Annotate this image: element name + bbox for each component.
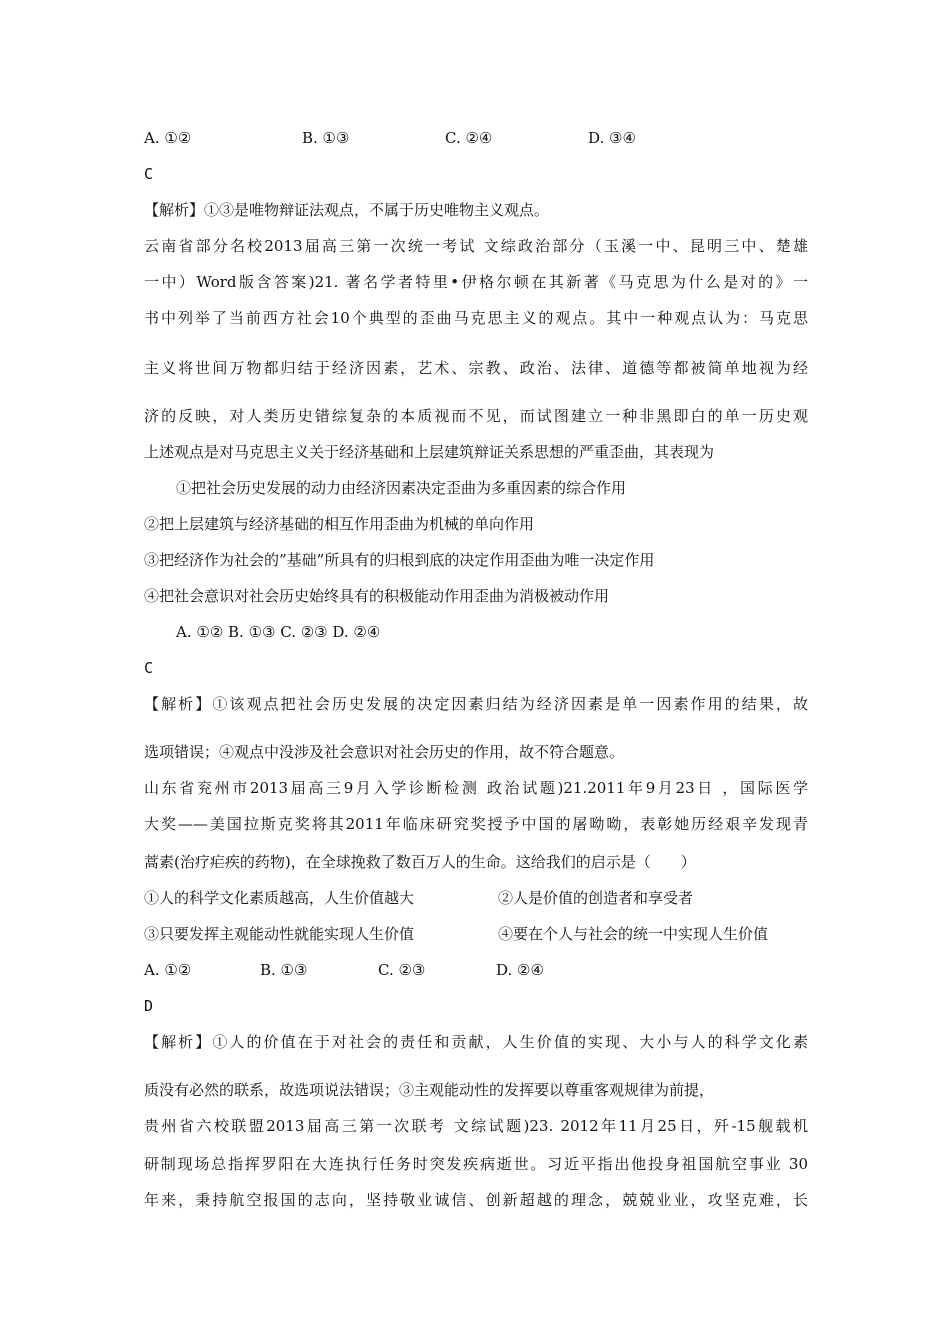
q3-option-c: C. ②③ xyxy=(378,961,426,979)
q1-option-b: B. ①③ xyxy=(302,129,350,147)
q1-options xyxy=(144,128,636,148)
q2-stem-line: 主义将世间万物都归结于经济因素，艺术、宗教、政治、法律、道德等都被简单地视为经 xyxy=(144,359,808,377)
q1-analysis: 【解析】①③是唯物辩证法观点，不属于历史唯物主义观点。 xyxy=(144,201,550,219)
q3-item: ③只要发挥主观能动性就能实现人生价值 xyxy=(144,925,415,943)
q2-analysis-line: 选项错误；④观点中没涉及社会意识对社会历史的作用，故不符合题意。 xyxy=(144,743,625,761)
q4-stem-line: 贵州省六校联盟2013届高三第一次联考 文综试题)23. 2012年11月25日，歼-15舰载机 xyxy=(144,1117,808,1135)
q2-item: ②把上层建筑与经济基础的相互作用歪曲为机械的单向作用 xyxy=(144,515,535,533)
q3-stem-line: 蒿素(治疗疟疾的药物)，在全球挽救了数百万人的生命。这给我们的启示是（ ） xyxy=(144,853,696,871)
q2-stem-line: 上述观点是对马克思主义关于经济基础和上层建筑辩证关系思想的严重歪曲，其表现为 xyxy=(144,443,715,461)
q4-stem-line: 研制现场总指挥罗阳在大连执行任务时突发疾病逝世。习近平指出他投身祖国航空事业 30 xyxy=(144,1155,808,1173)
q3-item: ②人是价值的创造者和享受者 xyxy=(498,889,694,907)
q3-option-b: B. ①③ xyxy=(260,961,308,979)
q2-stem-line: 一中）Word版含答案)21. 著名学者特里•伊格尔顿在其新著《马克思为什么是对的》一 xyxy=(144,273,808,291)
q2-item: ①把社会历史发展的动力由经济因素决定歪曲为多重因素的综合作用 xyxy=(176,479,627,497)
q3-answer: D xyxy=(144,997,154,1015)
q2-analysis-line: 【解析】①该观点把社会历史发展的决定因素归结为经济因素是单一因素作用的结果，故 xyxy=(144,695,808,713)
q2-stem-line: 济的反映，对人类历史错综复杂的本质视而不见，而试图建立一种非黑即白的单一历史观 xyxy=(144,407,808,425)
q2-item: ③把经济作为社会的”基础”所具有的归根到底的决定作用歪曲为唯一决定作用 xyxy=(144,551,655,569)
q3-items-row xyxy=(144,924,768,944)
q3-analysis-line: 【解析】①人的价值在于对社会的责任和贡献，人生价值的实现、大小与人的科学文化素 xyxy=(144,1033,808,1051)
q2-stem-line: 云南省部分名校2013届高三第一次统一考试 文综政治部分（玉溪一中、昆明三中、楚雄 xyxy=(144,237,808,255)
q3-options xyxy=(144,960,544,980)
q3-item: ④要在个人与社会的统一中实现人生价值 xyxy=(498,925,769,943)
q1-option-d: D. ③④ xyxy=(588,129,636,147)
q4-stem-line: 年来，秉持航空报国的志向，坚持敬业诚信、创新超越的理念，兢兢业业，攻坚克难，长 xyxy=(144,1191,808,1209)
q2-options: A. ①② B. ①③ C. ②③ D. ②④ xyxy=(176,623,381,641)
q3-option-d: D. ②④ xyxy=(496,961,544,979)
q2-answer: C xyxy=(144,659,154,677)
q3-item: ①人的科学文化素质越高，人生价值越大 xyxy=(144,889,415,907)
q1-answer: C xyxy=(144,165,154,183)
q3-stem-line: 大奖——美国拉斯克奖将其2011年临床研究奖授予中国的屠呦呦，表彰她历经艰辛发现青 xyxy=(144,815,808,833)
q1-option-a: A. ①② xyxy=(144,129,192,147)
q2-stem-line: 书中列举了当前西方社会10个典型的歪曲马克思主义的观点。其中一种观点认为：马克思 xyxy=(144,309,808,327)
q3-option-a: A. ①② xyxy=(144,961,192,979)
q2-item: ④把社会意识对社会历史始终具有的积极能动作用歪曲为消极被动作用 xyxy=(144,587,610,605)
q3-analysis-line: 质没有必然的联系，故选项说法错误；③主观能动性的发挥要以尊重客观规律为前提， xyxy=(144,1081,715,1099)
q3-stem-line: 山东省兖州市2013届高三9月入学诊断检测 政治试题)21.2011年9月23日 ，国际医学 xyxy=(144,779,808,797)
q1-option-c: C. ②④ xyxy=(445,129,493,147)
q3-items-row xyxy=(144,888,693,908)
